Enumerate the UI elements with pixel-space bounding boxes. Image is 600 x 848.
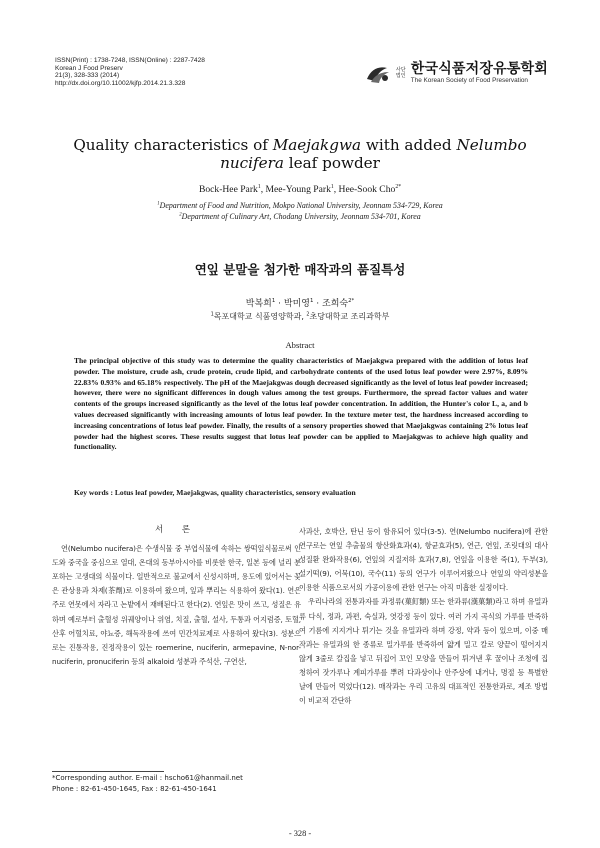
abstract-text: The principal objective of this study was to determine the quality characteristics of Maejakgwa prepared with the addition of lotus leaf powder. The moisture, crude ash, crude protein, crude lipid, and carbohydrate contents of the used lotus leaf powder were 2.97%, 8.09% 22.83% 0.93% and 65.18% respectively. The pH of the Maejakgwas dough decreased significantly as the level of lotus leaf powder increased; however, there were no significant differences in dough values among the test groups. Furthermore, the spread factor values and water contents of the groups increased significantly as the level of the lotus leaf powder concentration. In addition, the Hunter's color L, a, and b values decreased significantly with increasing amounts of lotus leaf powder. In the texture meter test, the hardness increased according to increasing concentrations of lotus leaf powder. Finally, the results of a sensory properties showed that Maejakgwas containing 2% lotus leaf powder had the highest scores. These results suggest that lotus leaf powder can be applied to Maejakgwas to achieve high quality and functionality.: [74, 356, 528, 452]
paragraph: 우리나라의 전통과자를 과정류(菓飣類) 또는 한과류(漢菓類)라고 하며 유밀과류 다식, 정과, 과편, 숙실과, 엿강정 등이 있다. 여러 가지 곡식의 가루를 반죽하여 기름에 지지거나 튀기는 것을 유밀과라 하며 강정, 약과 등이 있으며, 이중 매작과는 유밀과의 한 종류로 밀가루를 반죽하여 얇게 밀고 칼로 양끝이 떨어지지 않게 3줄로 칼집을 넣고 뒤집어 꼬인 모양을 만들어 튀겨낸 후 꿀이나 조청에 집청하여 잣가루나 계피가루를 뿌려 다과상이나 안주상에 내거나, 명절 등 특별한 날에 만들어 먹었다(12). 매작과는 우리 고유의 대표적인 전통한과로, 제조 방법이 비교적 간단하: [299, 597, 548, 706]
volume-line: 21(3), 328-333 (2014): [55, 72, 120, 80]
body-right-column: [299, 525, 548, 708]
corresponding-email: *Corresponding author. E-mail : hscho61@hanmail.net: [52, 774, 243, 782]
abstract-heading: Abstract: [285, 340, 315, 350]
body-left-column: [52, 523, 301, 669]
affiliation-1: $^1$Department of Food and Nutrition, Mokpo National University, Jeonnam 534-729, Korea: [157, 201, 443, 210]
affiliation-2: $^2$Department of Culinary Art, Chodang University, Jeonnam 534-701, Korea: [179, 212, 421, 221]
paragraph: 사과산, 호박산, 탄닌 등이 함유되어 있다(3-5). 연(Nelumbo nucifera)에 관한 연구로는 연잎 추출물의 항산화효과(4), 항균효과(5), 연근, 연잎, 조릿대의 대사성질환 완화작용(6), 연잎의 지질저하 효과(7,8), 연잎을 이용한 죽(1), 두부(3), 설기떡(9), 어묵(10), 국수(11) 등의 연구가 이루어져왔으나 연잎의 약리성분을 이용한 식품으로서의 가공이용에 관한 연구는 아직 미흡한 실정이다.: [299, 527, 548, 593]
society-name-en: The Korean Society of Food Preservation: [410, 77, 528, 84]
society-name-ko: 한국식품저장유통학회: [410, 61, 548, 77]
keywords: Key words : Lotus leaf powder, Maejakgwas, quality characteristics, sensory evaluation: [74, 488, 356, 497]
society-emblem-icon: [365, 63, 391, 85]
society-tag: 사단법인: [395, 67, 406, 79]
corresponding-author-footnote: [52, 773, 243, 795]
korean-title: 연잎 분말을 첨가한 매작과의 품질특성: [194, 262, 406, 277]
journal-meta: [55, 57, 205, 87]
society-logo-block: [365, 62, 548, 85]
doi-link[interactable]: http://dx.doi.org/10.11002/kjfp.2014.21.3.328: [55, 79, 186, 87]
korean-affiliations: $^1$목포대학교 식품영양학과, $^2$초당대학교 조리과학부: [210, 312, 390, 321]
korean-author-list: 박복희$^1$ · 박미영$^1$ · 조희숙$^{2*}$: [245, 298, 355, 309]
paragraph: 연(Nelumbo nucifera)은 수생식물 중 부엽식물에 속하는 쌍떡잎식물로써 인도와 중국을 중심으로 열대, 온대의 동부아시아를 비롯한 한국, 일본 등에 널리 분포하는 고생대의 식물이다. 일반적으로 불교에서 신성시하며, 용도에 있어서는 꽃은 관상용과 차제(茶劑)로 이용하여 왔으며, 잎과 뿌리는 식용하여 왔다(1). 연은 주로 연못에서 자라고 논밭에서 재배된다고 한다(2). 연잎은 맛이 쓰고, 성질은 유하며 예로부터 출혈성 위궤양이나 위염, 치질, 출혈, 설사, 두통과 어지럼증, 토혈, 산후 어혈치료, 야뇨증, 해독작용에 쓰여 민간치료제로 사용하여 왔다(3). 성분으로는 진통작용, 진정작용이 있는 roemerine, nuciferin, armepavine, N-nor-nuciferin, pronuciferin 등의 alkaloid 성분과 주석산, 구연산,: [52, 544, 301, 666]
page-number: - 328 -: [288, 829, 312, 838]
paper-title: Quality characteristics of Maejakgwa with added Nelumbo nucifera leaf powder: [73, 136, 527, 172]
corresponding-phone: Phone : 82-61-450-1645, Fax : 82-61-450-1641: [52, 785, 217, 793]
issn-line: ISSN(Print) : 1738-7248, ISSN(Online) : 2287-7428: [55, 57, 205, 64]
section-heading-introduction: 서 론: [154, 525, 199, 535]
journal-name: Korean J Food Preserv: [55, 64, 123, 72]
footnote-divider: [52, 771, 164, 772]
author-list: Bock-Hee Park$^1$, Mee-Young Park$^1$, Hee-Sook Cho$^{2*}$: [198, 183, 402, 195]
